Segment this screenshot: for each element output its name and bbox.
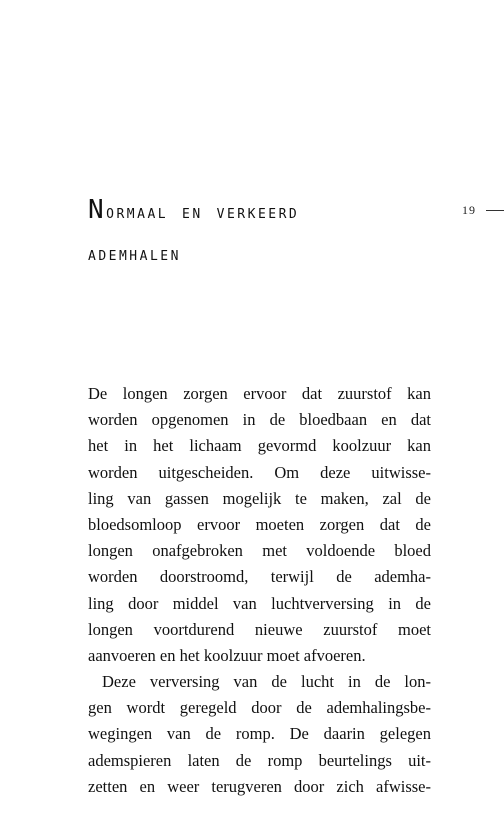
text-line: ling door middel van luchtverversing in de (88, 593, 431, 613)
text-line: worden opgenomen in de bloedbaan en dat (88, 410, 431, 430)
chapter-title-line-1 (88, 190, 428, 230)
chapter-title (88, 190, 428, 274)
text-line: ling van gassen mogelijk te maken, zal de (88, 488, 431, 508)
text-line: De longen zorgen ervoor dat zuurstof kan (88, 384, 431, 403)
text-line: wegingen van de romp. De daarin gelegen (88, 724, 431, 744)
text-line: het in het lichaam gevormd koolzuur kan (88, 436, 431, 456)
chapter-title-initial: N (88, 195, 107, 225)
text-line: longen voortdurend nieuwe zuurstof moet (88, 619, 431, 639)
text-line: ademspieren laten de romp beurtelings uit- (88, 750, 431, 770)
chapter-title-line-2: ademhalen (88, 243, 181, 265)
text-line: bloedsomloop ervoor moeten zorgen dat de (88, 514, 431, 534)
chapter-title-line-1-rest: ormaal en verkeerd (106, 201, 300, 223)
body-text (88, 381, 431, 800)
text-line: zetten en weer terugveren door zich afwisse- (88, 776, 431, 796)
text-line: worden doorstroomd, terwijl de ademha- (88, 567, 431, 587)
text-line: Deze verversing van de lucht in de lon- (102, 672, 431, 692)
paragraph-1 (88, 381, 431, 669)
paragraph-2 (88, 669, 431, 800)
text-line: aanvoeren en het koolzuur moet afvoeren. (88, 645, 366, 665)
page-number-rule (486, 210, 504, 211)
text-line: worden uitgescheiden. Om deze uitwisse- (88, 462, 431, 482)
text-line: gen wordt geregeld door de ademhalingsbe- (88, 698, 431, 718)
page-number: 19 (462, 203, 476, 217)
text-line: longen onafgebroken met voldoende bloed (88, 541, 431, 561)
